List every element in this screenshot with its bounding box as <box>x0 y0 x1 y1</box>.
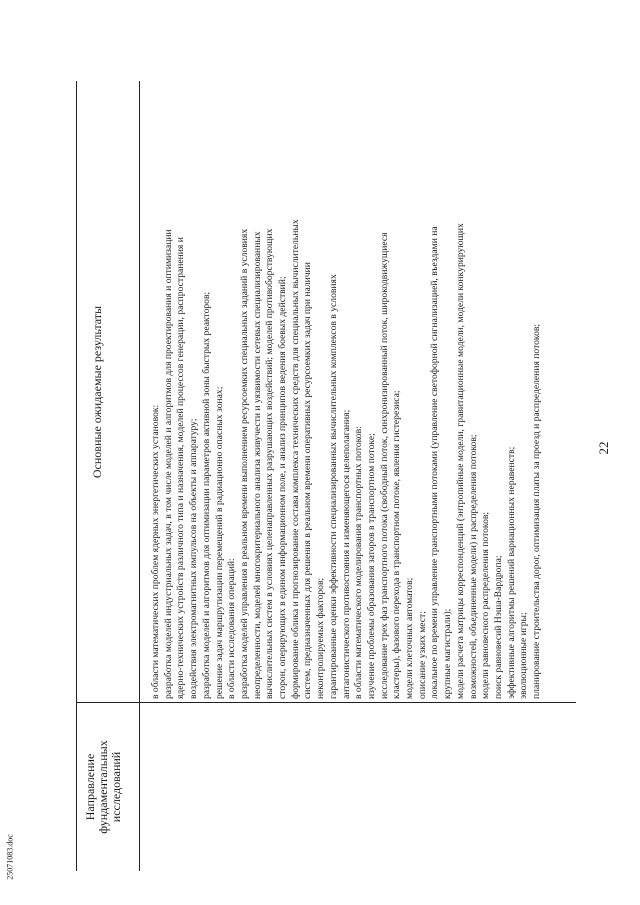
result-line: модели расчета матрицы корреспонденций (энтропийные модели, гравитационные модели, модели конкурирующих <box>454 223 466 699</box>
table-column-divider <box>76 702 576 703</box>
result-line: сторон, оперирующих в едином информационном поле, и анализ принципов ведения боевых действий; <box>277 276 289 699</box>
result-line: поиск равновесий Нэша-Вардропа; <box>492 555 504 699</box>
result-line: крупные магистрали); <box>442 608 454 699</box>
result-line: возможностей, объединенные модели) и распределения потоков; <box>467 434 479 699</box>
page-number: 22 <box>596 441 611 455</box>
result-line: воздействия электромагнитных импульсов на объекты и аппаратуру; <box>188 418 200 699</box>
result-line: планирование строительства дорог, оптимизация платы за проезд и распределения потоков; <box>531 323 543 699</box>
result-line: вычислительных систем в условиях целенаправленных разрушающих воздействий; моделей противоборствующих <box>264 228 276 699</box>
result-line: локальное по времени управление транспортными потоками (управление светофорной сигнализацией, въездами на <box>429 226 441 699</box>
result-line: исследование трех фаз транспортного потока (свободный поток, синхронизированный поток, широкодвижущиеся <box>378 232 390 699</box>
result-line: описание узких мест; <box>416 611 428 699</box>
results-table <box>76 81 576 871</box>
result-line: в области исследования операций: <box>226 558 238 699</box>
result-line: формирование облика и прогнозирование состава комплекса технических средств для специальных вычислительных <box>289 219 301 699</box>
header-direction <box>84 703 123 871</box>
result-line: антагонистического противостояния и изменяющегося целеполагания; <box>340 409 352 699</box>
expected-results-text <box>150 87 544 699</box>
result-line: изучение проблемы образования заторов в транспортном потоке; <box>365 433 377 699</box>
result-line: кластеры), фазового перехода в транспортном потоке, явления гистерезиса; <box>391 390 403 699</box>
result-line: разработка моделей индустриальных задач, в том числе моделей и алгоритмов для проектирования и оптимизации <box>162 229 174 699</box>
result-line: модели клеточных автоматов; <box>404 577 416 699</box>
result-line: эволюционные игры; <box>518 612 530 699</box>
header-expected-results: Основные ожидаемые результаты <box>90 305 104 479</box>
header-direction-line: Направление <box>83 753 97 821</box>
result-line: в области математических проблем ядерных энергетических установок: <box>150 404 161 699</box>
footer-filename: 25071083.doc <box>5 834 15 880</box>
result-line: модели равновесного распределения потоков; <box>480 511 492 699</box>
result-line: неконтролируемых факторов; <box>315 577 327 699</box>
result-line: решение задач маршрутизации перемещений в радиационно опасных зонах; <box>213 386 225 699</box>
header-direction-line: исследований <box>109 751 123 823</box>
result-line: гарантированные оценки эффективности специализированных вычислительных комплексов в условиях <box>327 274 339 699</box>
result-line: ядерно-технических устройств различного типа и назначения, моделей процессов генерации, распространения и <box>175 237 187 699</box>
result-line: разработка моделей управления в реальном времени выполнением ресурсоемких специальных заданий в условиях <box>238 228 250 699</box>
result-line: в области математического моделирования транспортных потоков: <box>353 426 365 699</box>
table-top-border <box>76 81 77 871</box>
table-header-divider <box>139 81 140 871</box>
header-direction-line: фундаментальных <box>96 740 110 834</box>
result-line: эффективные алгоритмы решений вариационных неравенств; <box>505 446 517 699</box>
result-line: неопределенности, моделей многокритериального анализа живучести и уязвимости сетевых специализированных <box>251 231 263 699</box>
result-line: разработка моделей и алгоритмов для оптимизации параметров активной зоны быстрых реакторов; <box>200 291 212 699</box>
result-line: систем, предназначенных для решения в реальном времени оперативных ресурсоемких задач при наличии <box>302 262 314 699</box>
